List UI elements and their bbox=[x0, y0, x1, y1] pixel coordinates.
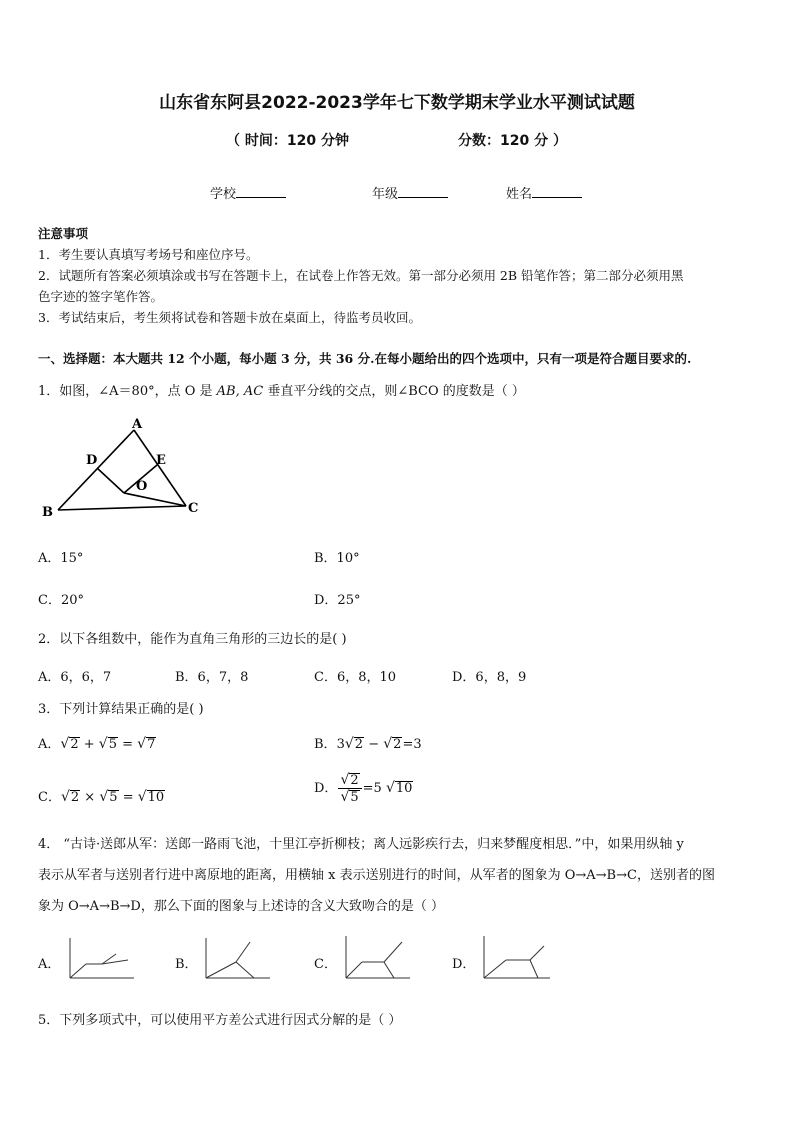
note-item: 色字迹的签字笔作答。 bbox=[38, 289, 164, 304]
q4-option-d-label[interactable]: D． bbox=[452, 957, 476, 972]
equals-sign: = bbox=[122, 737, 134, 752]
q3-c-label: C． bbox=[38, 790, 61, 805]
question-4-line-2: 表示从军者与送别者行进中离原地的距离，用横轴 x 表示送别进行的时间，从军者的图象为 O→A→B→C，送别者的图 bbox=[38, 868, 715, 883]
radicand: 2 bbox=[70, 737, 79, 752]
name-blank bbox=[532, 185, 582, 198]
radicand: 5 bbox=[109, 790, 118, 805]
side-bc bbox=[58, 506, 186, 510]
label-a: A bbox=[132, 417, 143, 432]
school-blank bbox=[236, 185, 286, 198]
q3-option-c[interactable]: C．√2 × √5 = √10 bbox=[38, 789, 165, 805]
q1-stem-b: AB, AC bbox=[216, 384, 264, 399]
page-title: 山东省东阿县2022-2023学年七下数学期末学业水平测试试题 bbox=[159, 93, 635, 113]
q4-graph-d[interactable] bbox=[476, 932, 556, 984]
minus-sign: − bbox=[368, 737, 380, 752]
section-heading: 一、选择题：本大题共 12 个小题，每小题 3 分，共 36 分.在每小题给出的四个选项中，只有一项是符合题目要求的. bbox=[38, 351, 692, 366]
q3-d-label: D． bbox=[314, 781, 338, 796]
school-field bbox=[210, 183, 286, 202]
q1-option-a[interactable]: A．15° bbox=[38, 551, 84, 566]
label-d: D bbox=[86, 453, 98, 468]
equals-sign: = bbox=[122, 790, 134, 805]
name-field bbox=[506, 183, 582, 202]
question-4-line-3: 象为 O→A→B→D，那么下面的图象与上述诗的含义大致吻合的是（ ） bbox=[38, 899, 444, 914]
q3-option-d[interactable]: D． $\frac{√2}{√5}$ =5 √10 bbox=[314, 772, 413, 805]
exam-time: （ 时间：120 分钟 bbox=[226, 133, 349, 149]
label-o: O bbox=[136, 479, 148, 494]
fraction: $\frac{√2}{√5}$ bbox=[338, 772, 361, 805]
q3-a-label: A． bbox=[38, 737, 61, 752]
q1-triangle-figure bbox=[36, 416, 206, 522]
q1-stem-a: 1．如图，∠A＝80°，点 O 是 bbox=[38, 384, 217, 399]
q4-option-a-label[interactable]: A． bbox=[38, 957, 61, 972]
question-5-stem: 5．下列多项式中，可以使用平方差公式进行因式分解的是（ ） bbox=[38, 1013, 402, 1028]
radicand: 5 bbox=[350, 790, 359, 805]
q3-option-a[interactable]: A．√2 + √5 = √7 bbox=[38, 736, 156, 752]
radicand: 2 bbox=[350, 773, 359, 788]
q4-option-c-label[interactable]: C． bbox=[314, 957, 337, 972]
note-item: 2．试题所有答案必须填涂或书写在答题卡上，在试卷上作答无效。第一部分必须用 2B 铅笔作答；第二部分必须用黑 bbox=[38, 268, 684, 283]
exam-score: 分数：120 分 ） bbox=[458, 133, 567, 149]
segment-oc bbox=[124, 493, 186, 506]
radicand: 7 bbox=[147, 737, 156, 752]
label-c: C bbox=[188, 501, 199, 516]
q4-graph-a[interactable] bbox=[62, 934, 138, 984]
question-1-stem bbox=[38, 380, 525, 399]
side-ab bbox=[58, 430, 134, 510]
q3-option-b[interactable]: B．3√2 − √2=3 bbox=[314, 736, 422, 752]
q4-option-b-label[interactable]: B． bbox=[175, 957, 198, 972]
q2-option-a[interactable]: A．6，6，7 bbox=[38, 670, 112, 685]
name-label: 姓名 bbox=[506, 187, 533, 202]
q1-option-b[interactable]: B．10° bbox=[314, 551, 360, 566]
question-3-stem: 3．下列计算结果正确的是( ) bbox=[38, 702, 204, 717]
label-b: B bbox=[42, 505, 53, 520]
radicand: 2 bbox=[393, 737, 402, 752]
radicand: 10 bbox=[147, 790, 165, 805]
radicand: 2 bbox=[70, 790, 80, 805]
plus-sign: + bbox=[83, 737, 95, 752]
grade-blank bbox=[398, 185, 448, 198]
school-label: 学校 bbox=[210, 187, 237, 202]
q1-option-c[interactable]: C．20° bbox=[38, 593, 84, 608]
q1-stem-c: 垂直平分线的交点，则∠BCO 的度数是（ ） bbox=[263, 384, 525, 399]
q4-graph-c[interactable] bbox=[338, 932, 414, 984]
radicand: 10 bbox=[395, 781, 413, 796]
label-e: E bbox=[156, 453, 166, 468]
note-item: 1．考生要认真填写考场号和座位序号。 bbox=[38, 247, 259, 262]
side-ac bbox=[134, 430, 186, 506]
bisector-do bbox=[97, 468, 124, 493]
radicand: 5 bbox=[108, 737, 117, 752]
q2-option-d[interactable]: D．6，8，9 bbox=[452, 670, 527, 685]
question-2-stem: 2．以下各组数中，能作为直角三角形的三边长的是( ) bbox=[38, 632, 347, 647]
coefficient: 5 bbox=[373, 781, 382, 796]
radicand: 2 bbox=[354, 737, 364, 752]
q3-b-label: B． bbox=[314, 737, 337, 752]
note-item: 3．考试结束后，考生须将试卷和答题卡放在桌面上，待监考员收回。 bbox=[38, 310, 421, 325]
q2-option-b[interactable]: B．6，7，8 bbox=[175, 670, 249, 685]
notes-heading: 注意事项 bbox=[38, 226, 89, 241]
q2-option-c[interactable]: C．6，8，10 bbox=[314, 670, 397, 685]
grade-field bbox=[372, 183, 448, 202]
q1-option-d[interactable]: D．25° bbox=[314, 593, 361, 608]
result: 3 bbox=[413, 737, 422, 752]
times-sign: × bbox=[84, 790, 96, 805]
question-4-line-1: 4． “古诗·送郎从军：送郎一路雨飞池，十里江亭折柳枝；离人远影疾行去，归来梦醒度相思．”中，如果用纵轴 y bbox=[38, 837, 684, 852]
equals-sign: = bbox=[362, 781, 374, 796]
equals-sign: = bbox=[402, 737, 414, 752]
coefficient: 3 bbox=[336, 737, 345, 752]
q4-graph-b[interactable] bbox=[198, 934, 274, 984]
grade-label: 年级 bbox=[372, 187, 399, 202]
